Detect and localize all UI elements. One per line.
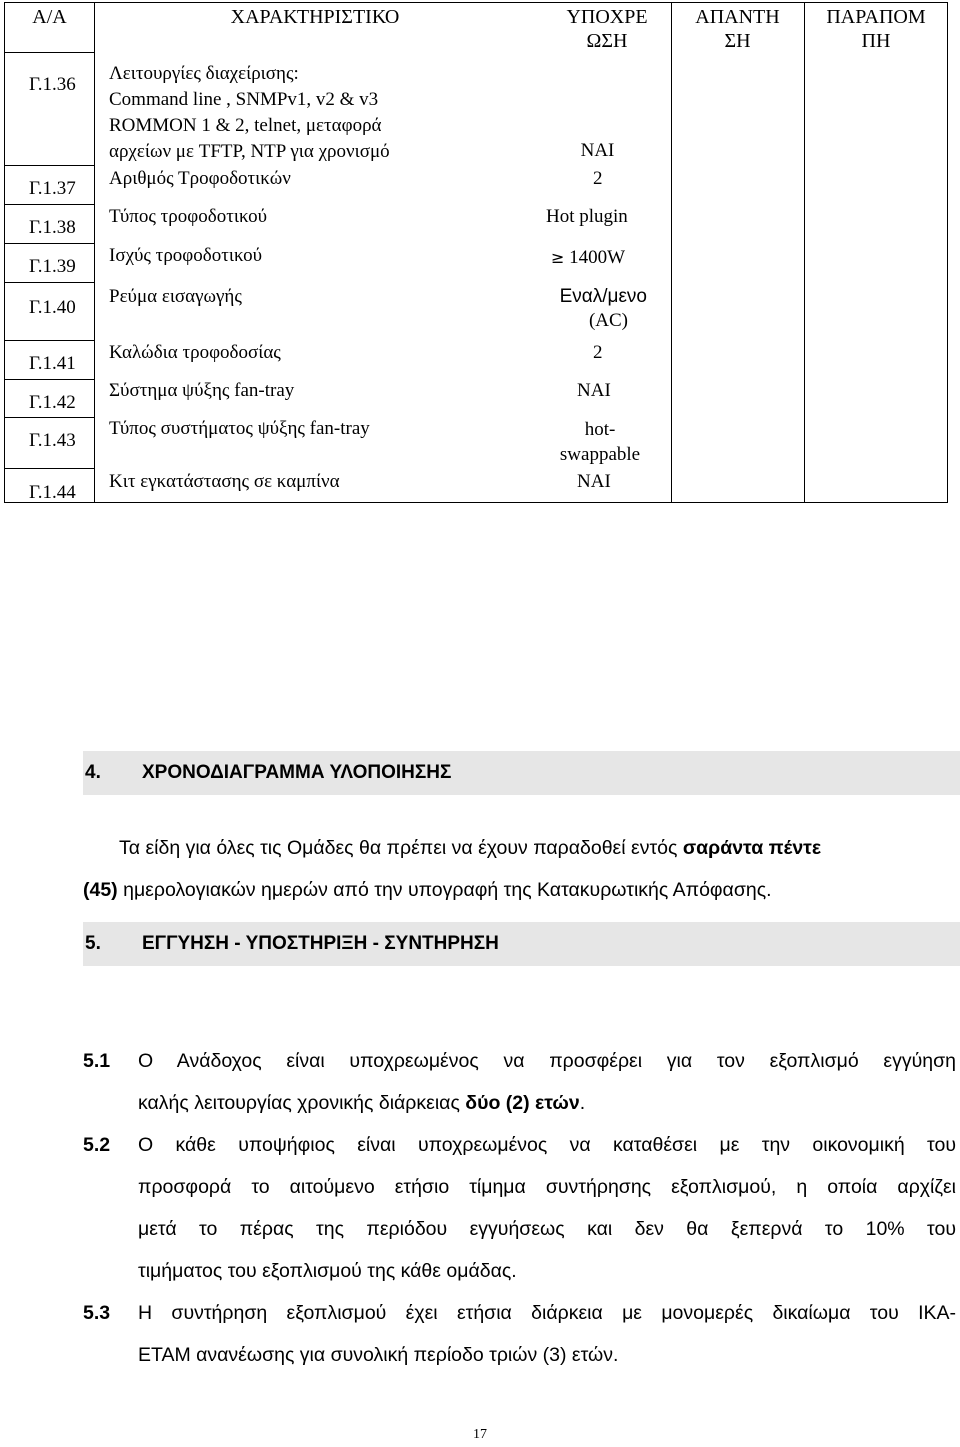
- row-requirement: [535, 417, 665, 467]
- header-answer: [675, 5, 800, 53]
- row-requirement: 2: [593, 342, 603, 363]
- row-id: Γ.1.43: [29, 430, 76, 451]
- item-number-part: 5.: [83, 1050, 100, 1072]
- row-divider: [5, 379, 94, 380]
- item-line: τιμήματος του εξοπλισμού της κάθε ομάδας.: [138, 1260, 517, 1282]
- row-requirement: 2: [593, 168, 603, 189]
- text-run: ημερολογιακών ημερών από την υπογραφή της Κατακυρωτικής Απόφασης.: [117, 879, 772, 901]
- section-4-paragraph-line: [119, 827, 960, 869]
- row-id: Γ.1.39: [29, 256, 76, 277]
- item-number-part: 5.: [83, 1302, 100, 1324]
- section-title: ΕΓΓΥΗΣΗ - ΥΠΟΣΤΗΡΙΞΗ - ΣΥΝΤΗΡΗΣΗ: [142, 933, 499, 954]
- row-id: Γ.1.38: [29, 217, 76, 238]
- item-number-part: 5.: [83, 1134, 100, 1156]
- header-reference-line: ΠΑΡΑΠΟΜ: [826, 6, 926, 28]
- row-requirement: [545, 285, 647, 333]
- header-reference-line: ΠΗ: [861, 30, 891, 52]
- row-id: Γ.1.41: [29, 353, 76, 374]
- header-requirement-line: ΩΣΗ: [586, 30, 628, 52]
- row-feature: Καλώδια τροφοδοσίας: [109, 342, 281, 363]
- row-requirement: ΝΑΙ: [577, 471, 611, 492]
- feature-line: Command line , SNMPv1, v2 & v3: [109, 89, 379, 110]
- row-divider: [5, 468, 94, 469]
- item-line: ΕΤΑΜ ανανέωσης για συνολική περίοδο τριών (3) ετών.: [138, 1344, 619, 1366]
- header-requirement: [547, 5, 667, 53]
- row-feature: Κιτ εγκατάστασης σε καμπίνα: [109, 471, 340, 492]
- row-id: Γ.1.36: [29, 74, 76, 95]
- header-answer-line: ΣΗ: [724, 30, 751, 52]
- row-divider: [5, 243, 94, 244]
- col-divider: [94, 3, 95, 502]
- row-requirement: Hot plugin: [546, 206, 628, 227]
- row-feature: [109, 61, 390, 165]
- header-id: Α/Α: [32, 6, 67, 28]
- item-number: [83, 1292, 110, 1334]
- section-5-heading: [83, 922, 960, 966]
- row-requirement: ΝΑΙ: [580, 140, 615, 161]
- row-feature: Ρεύμα εισαγωγής: [109, 286, 242, 307]
- row-feature: Ισχύς τροφοδοτικού: [109, 245, 263, 266]
- header-reference: [805, 5, 947, 53]
- row-feature: Τύπος συστήματος ψύξης fan-tray: [109, 418, 370, 439]
- row-feature: Σύστημα ψύξης fan-tray: [109, 380, 295, 401]
- section-4-paragraph-line: [83, 869, 772, 911]
- header-answer-line: ΑΠΑΝΤΗ: [695, 6, 780, 28]
- row-requirement: [551, 246, 625, 270]
- text-run: Τα είδη για όλες τις Ομάδες θα πρέπει να έχουν παραδοθεί εντός: [119, 837, 683, 859]
- row-divider: [5, 165, 94, 166]
- row-requirement: ΝΑΙ: [577, 380, 611, 401]
- row-divider: [5, 417, 94, 418]
- item-number-part: 3: [99, 1302, 111, 1324]
- item-number: [83, 1124, 110, 1166]
- requirement-line: Εναλ/μενο: [559, 286, 647, 307]
- page-number: 17: [473, 1427, 487, 1442]
- row-id: Γ.1.37: [29, 178, 76, 199]
- requirement-value: 1400W: [569, 247, 626, 268]
- row-divider: [5, 282, 94, 283]
- greater-equal-icon: ≥: [551, 248, 565, 267]
- item-number-part: 2: [99, 1134, 111, 1156]
- col-divider: [671, 3, 672, 502]
- item-line: Η συντήρηση εξοπλισμού έχει ετήσια διάρκεια με μονομερές δικαίωμα του ΙΚΑ-: [138, 1302, 956, 1324]
- row-divider: [5, 52, 94, 53]
- row-divider: [5, 340, 94, 341]
- feature-line: αρχείων με TFTP, NTP για χρονισμό: [109, 141, 390, 162]
- row-id: Γ.1.42: [29, 392, 76, 413]
- row-divider: [5, 204, 94, 205]
- feature-line: ROMMON 1 & 2, telnet, μεταφορά: [109, 115, 382, 136]
- text-run-bold: σαράντα πέντε: [682, 837, 822, 859]
- text-run-bold: (45): [83, 879, 118, 901]
- row-id: Γ.1.40: [29, 297, 76, 318]
- item-number-part: 1: [99, 1050, 111, 1072]
- text-run: .: [579, 1092, 586, 1114]
- section-number: 5.: [85, 933, 101, 954]
- item-line: [138, 1082, 585, 1124]
- item-line: Ο Ανάδοχος είναι υποχρεωμένος να προσφέρει για τον εξοπλισμό εγγύηση: [138, 1050, 956, 1072]
- header-requirement-line: ΥΠΟΧΡΕ: [566, 6, 648, 28]
- row-feature: Αριθμός Τροφοδοτικών: [109, 168, 291, 189]
- section-title: ΧΡΟΝΟΔΙΑΓΡΑΜΜΑ ΥΛΟΠΟΙΗΣΗΣ: [142, 762, 452, 783]
- item-line: μετά το πέρας της περιόδου εγγυήσεως και δεν θα ξεπερνά το 10% του: [138, 1218, 956, 1240]
- item-number: [83, 1040, 110, 1082]
- row-id: Γ.1.44: [29, 482, 76, 503]
- item-line: Ο κάθε υποψήφιος είναι υποχρεωμένος να καταθέσει με την οικονομική του: [138, 1134, 956, 1156]
- requirement-line: (AC): [588, 310, 628, 331]
- requirement-line: swappable: [559, 444, 641, 465]
- requirement-line: hot-: [584, 419, 616, 440]
- text-run-bold: δύο (2) ετών: [465, 1092, 580, 1114]
- col-divider: [804, 3, 805, 502]
- feature-line: Λειτουργίες διαχείρισης:: [109, 63, 299, 84]
- header-feature: ΧΑΡΑΚΤΗΡΙΣΤΙΚΟ: [230, 6, 400, 28]
- item-line: προσφορά το αιτούμενο ετήσιο τίμημα συντήρησης εξοπλισμού, η οποία αρχίζει: [138, 1176, 956, 1198]
- text-run: καλής λειτουργίας χρονικής διάρκειας: [138, 1092, 466, 1114]
- spec-table: [4, 2, 948, 503]
- section-number: 4.: [85, 762, 101, 783]
- section-4-heading: [83, 751, 960, 795]
- row-feature: Τύπος τροφοδοτικού: [109, 206, 268, 227]
